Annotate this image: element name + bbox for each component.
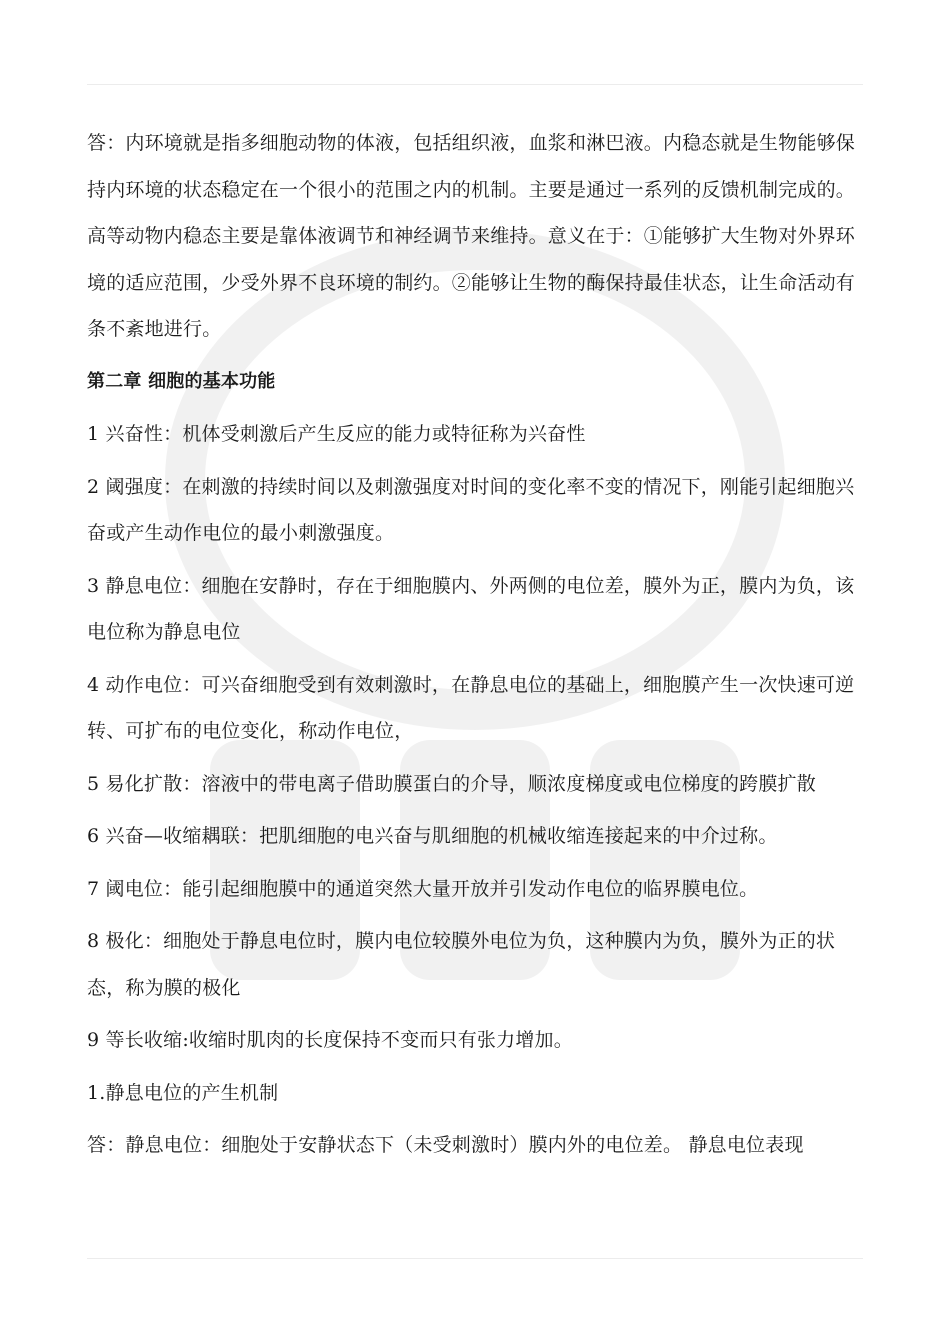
definition-isometric-contraction: 9 等长收缩:收缩时肌肉的长度保持不变而只有张力增加。 — [87, 1029, 573, 1051]
definition-excitation-contraction: 6 兴奋—收缩耦联：把肌细胞的电兴奋与肌细胞的机械收缩连接起来的中介过称。 — [87, 825, 778, 847]
footer-rule — [87, 1258, 863, 1259]
definition-excitability: 1 兴奋性：机体受刺激后产生反应的能力或特征称为兴奋性 — [87, 423, 586, 445]
definition-resting-potential: 3 静息电位：细胞在安静时，存在于细胞膜内、外两侧的电位差，膜外为正，膜内为负，该电位称为静息电位 — [87, 574, 855, 643]
definition-threshold-intensity: 2 阈强度：在刺激的持续时间以及刺激强度对时间的变化率不变的情况下，刚能引起细胞兴奋或产生动作电位的最小刺激强度。 — [87, 475, 855, 544]
answer-resting-potential: 答：静息电位：细胞处于安静状态下（未受刺激时）膜内外的电位差。 静息电位表现 — [87, 1134, 804, 1156]
answer-paragraph: 答：内环境就是指多细胞动物的体液，包括组织液，血浆和淋巴液。内稳态就是生物能够保持内环境的状态稳定在一个很小的范围之内的机制。主要是通过一系列的反馈机制完成的。高等动物内稳态主要是靠体液调节和神经调节来维持。意义在于：①能够扩大生物对外界环境的适应范围，少受外界不良环境的制约。②能够让生物的酶保持最佳状态，让生命活动有条不紊地进行。 — [87, 132, 856, 340]
chapter-heading: 第二章 细胞的基本功能 — [87, 370, 276, 392]
definition-action-potential: 4 动作电位：可兴奋细胞受到有效刺激时，在静息电位的基础上，细胞膜产生一次快速可逆转、可扩布的电位变化，称动作电位， — [87, 673, 855, 742]
definition-threshold-potential: 7 阈电位：能引起细胞膜中的通道突然大量开放并引发动作电位的临界膜电位。 — [87, 877, 759, 900]
definition-polarization: 8 极化：细胞处于静息电位时，膜内电位较膜外电位为负，这种膜内为负，膜外为正的状态，称为膜的极化 — [87, 930, 836, 999]
header-rule — [87, 84, 863, 85]
question-resting-potential-mechanism: 1.静息电位的产生机制 — [87, 1081, 279, 1104]
definition-facilitated-diffusion: 5 易化扩散：溶液中的带电离子借助膜蛋白的介导，顺浓度梯度或电位梯度的跨膜扩散 — [87, 772, 816, 795]
document-body — [87, 120, 867, 1175]
